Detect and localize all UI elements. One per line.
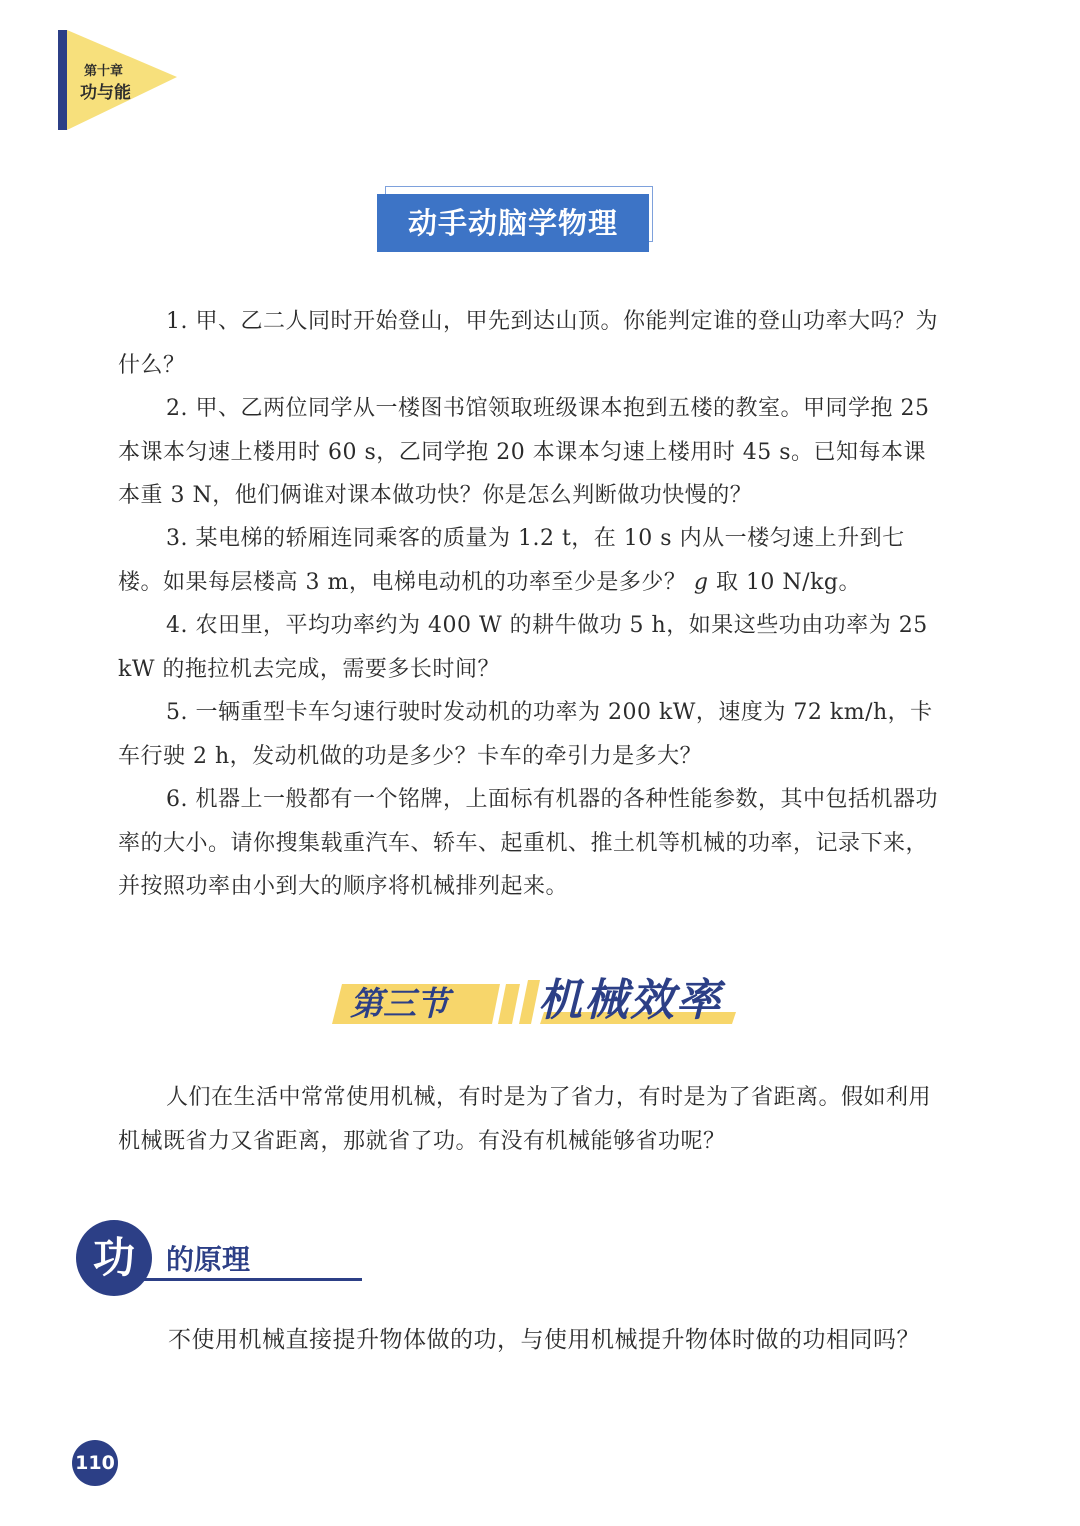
q3-g-symbol: g xyxy=(693,569,709,595)
subsection-big-char: 功 xyxy=(92,1233,135,1282)
subsection-paragraph: 不使用机械直接提升物体做的功，与使用机械提升物体时做的功相同吗？ xyxy=(168,1327,920,1353)
subsection-underline xyxy=(136,1278,362,1281)
chapter-tab-bar xyxy=(58,30,67,130)
subsection-title: 的原理 xyxy=(166,1243,251,1276)
page-number: 110 xyxy=(72,1440,118,1486)
question-3: 3. 某电梯的轿厢连同乘客的质量为 1.2 t，在 10 s 内从一楼匀速上升到七楼。如果每层楼高 3 m，电梯电动机的功率至少是多少？ g 取 10 N/kg。 xyxy=(118,526,905,595)
question-5: 5. 一辆重型卡车匀速行驶时发动机的功率为 200 kW，速度为 72 km/h，卡车行驶 2 h，发动机做的功是多少？卡车的牵引力是多大？ xyxy=(118,700,933,769)
question-1: 1. 甲、乙二人同时开始登山，甲先到达山顶。你能判定谁的登山功率大吗？为什么？ xyxy=(118,309,938,378)
chapter-number: 第十章 xyxy=(84,64,124,79)
question-6: 6. 机器上一般都有一个铭牌，上面标有机器的各种性能参数，其中包括机器功率的大小。请你搜集载重汽车、轿车、起重机、推土机等机械的功率，记录下来，并按照功率由小到大的顺序将机械排列起来。 xyxy=(118,787,938,899)
question-4: 4. 农田里，平均功率约为 400 W 的耕牛做功 5 h，如果这些功由功率为 25 kW 的拖拉机去完成，需要多长时间？ xyxy=(118,613,928,682)
section-number: 第三节 xyxy=(350,984,449,1023)
question-2: 2. 甲、乙两位同学从一楼图书馆领取班级课本抱到五楼的教室。甲同学抱 25 本课本匀速上楼用时 60 s，乙同学抱 20 本课本匀速上楼用时 45 s。已知每本课本重 3 N，他们俩谁对课本做功快？你是怎么判断做功快慢的？ xyxy=(118,396,930,508)
activity-heading xyxy=(377,186,655,252)
section-banner xyxy=(330,960,750,1035)
subsection-heading xyxy=(76,1220,296,1300)
chapter-tab xyxy=(58,30,178,130)
chapter-title: 功与能 xyxy=(80,83,131,103)
intro-paragraph: 人们在生活中常常使用机械，有时是为了省力，有时是为了省距离。假如利用机械既省力又省距离，那就省了功。有没有机械能够省功呢？ xyxy=(118,1085,932,1154)
activity-heading-label: 动手动脑学物理 xyxy=(407,206,618,240)
section-title: 机械效率 xyxy=(538,975,722,1026)
